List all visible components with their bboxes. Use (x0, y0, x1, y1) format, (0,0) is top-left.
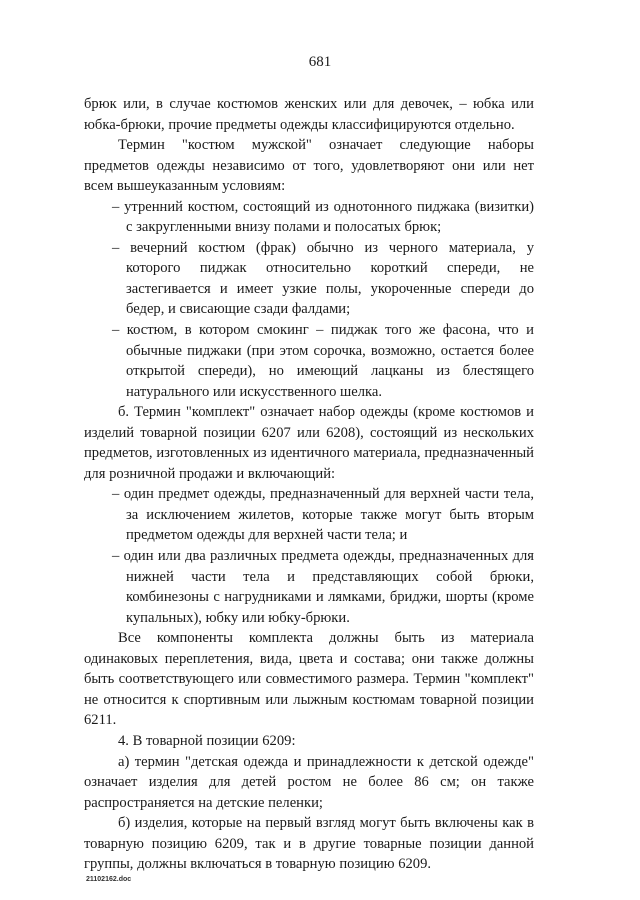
paragraph-ensemble-term: б. Термин "комплект" означает набор одежды (кроме костюмов и изделий товарной позиции 6207 или 6208), состоящий из нескольких предметов, изготовленных из идентичного материала, предназначенный для розничной продажи и включающий: (84, 404, 534, 482)
page-number: 681 (308, 54, 332, 70)
footer-filename: 21102162.doc (86, 876, 132, 883)
document-body (84, 94, 534, 875)
list-item-evening-suit: – вечерний костюм (фрак) обычно из черного материала, у которого пиджак относительно короткий спереди, не застегивается и имеет узкие полы, укороченные спереди до бедер, и свисающие сзади фалдами; (84, 238, 534, 320)
paragraph-6209-b: б) изделия, которые на первый взгляд могут быть включены как в товарную позицию 6209, так и в другие товарные позиции данной группы, должны включаться в товарную позицию 6209. (84, 815, 534, 873)
paragraph-suit-continuation: брюк или, в случае костюмов женских или для девочек, – юбка или юбка-брюки, прочие предметы одежды классифицируются отдельно. (84, 96, 534, 133)
paragraph-heading-6209: 4. В товарной позиции 6209: (118, 732, 296, 749)
list-item-dinner-suit: – костюм, в котором смокинг – пиджак того же фасона, что и обычные пиджаки (при этом сорочка, возможно, остается более открытой спереди), но имеющий лацканы из блестящего натурального или искусственного шелка. (84, 320, 534, 402)
paragraph-mens-suit-term: Термин "костюм мужской" означает следующие наборы предметов одежды независимо от того, удовлетворяют они или нет всем вышеуказанным условиям: (84, 137, 534, 195)
list-item-upper-body-garment: – один предмет одежды, предназначенный для верхней части тела, за исключением жилетов, которые также могут быть вторым предметом одежды для верхней части тела; и (84, 484, 534, 546)
list-item-morning-suit: – утренний костюм, состоящий из однотонного пиджака (визитки) с закругленными внизу полами и полосатых брюк; (84, 197, 534, 238)
list-item-lower-body-garment: – один или два различных предмета одежды, предназначенных для нижней части тела и представляющих собой брюки, комбинезоны с нагрудниками и лямками, бриджи, шорты (кроме купальных), юбку или юбку-брюки. (84, 546, 534, 628)
paragraph-6209-a: а) термин "детская одежда и принадлежности к детской одежде" означает изделия для детей ростом не более 86 см; он также распространяется на детские пеленки; (84, 753, 534, 811)
paragraph-ensemble-components: Все компоненты комплекта должны быть из материала одинаковых переплетения, вида, цвета и состава; они также должны быть соответствующего или совместимого размера. Термин "комплект" не относится к спортивным или лыжным костюмам товарной позиции 6211. (84, 630, 534, 729)
